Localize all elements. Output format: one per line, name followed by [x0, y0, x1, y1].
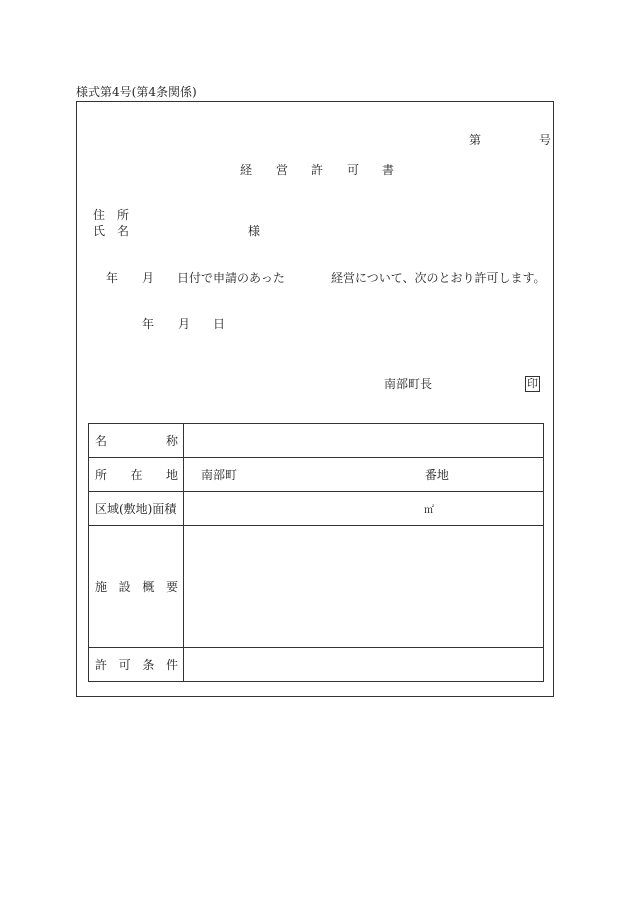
- address-label-1: 住: [93, 208, 106, 222]
- row-value-facility: [184, 526, 544, 648]
- row-label-area: 区域(敷地)面積: [95, 502, 177, 516]
- row-value-conditions: [184, 648, 544, 682]
- form-header: 様式第4号(第4条関係): [76, 85, 197, 99]
- seal-mark: 印: [527, 377, 538, 390]
- area-unit: ㎡: [424, 505, 434, 516]
- body-day-text: 日付で申請のあった: [177, 271, 285, 285]
- location-town: 南部町: [201, 468, 238, 482]
- table-row: [89, 424, 544, 458]
- location-lot: 番地: [424, 468, 449, 482]
- name-label-1: 氏: [93, 224, 106, 238]
- row-value-area: [184, 492, 544, 526]
- honorific: 様: [248, 224, 261, 238]
- title-char: 書: [382, 163, 395, 177]
- row-label-facility: 施 設 概 要: [95, 580, 178, 594]
- date-month: 月: [178, 317, 191, 331]
- title-char: 許: [311, 163, 324, 177]
- table-row: [89, 458, 544, 492]
- date-year: 年: [142, 317, 155, 331]
- details-table: [88, 423, 544, 682]
- body-year: 年: [106, 271, 119, 285]
- table-row: [89, 526, 544, 648]
- body-rest-text: 経営について、次のとおり許可します。: [331, 271, 546, 285]
- row-value-name: [184, 424, 544, 458]
- row-label-name: 名 称: [95, 434, 178, 448]
- number-prefix: 第: [469, 133, 482, 147]
- name-label-2: 名: [117, 224, 130, 238]
- row-label-location: 所 在 地: [95, 468, 178, 482]
- table-row: [89, 648, 544, 682]
- row-label-conditions: 許 可 条 件: [95, 658, 178, 672]
- title-char: 経: [240, 163, 253, 177]
- table-row: [89, 492, 544, 526]
- address-label-2: 所: [117, 208, 130, 222]
- number-suffix: 号: [539, 133, 552, 147]
- row-value-location: [184, 458, 544, 492]
- body-month: 月: [142, 271, 155, 285]
- date-day: 日: [213, 317, 226, 331]
- signer: 南部町長: [384, 377, 433, 391]
- title-char: 可: [347, 163, 360, 177]
- title-char: 営: [276, 163, 289, 177]
